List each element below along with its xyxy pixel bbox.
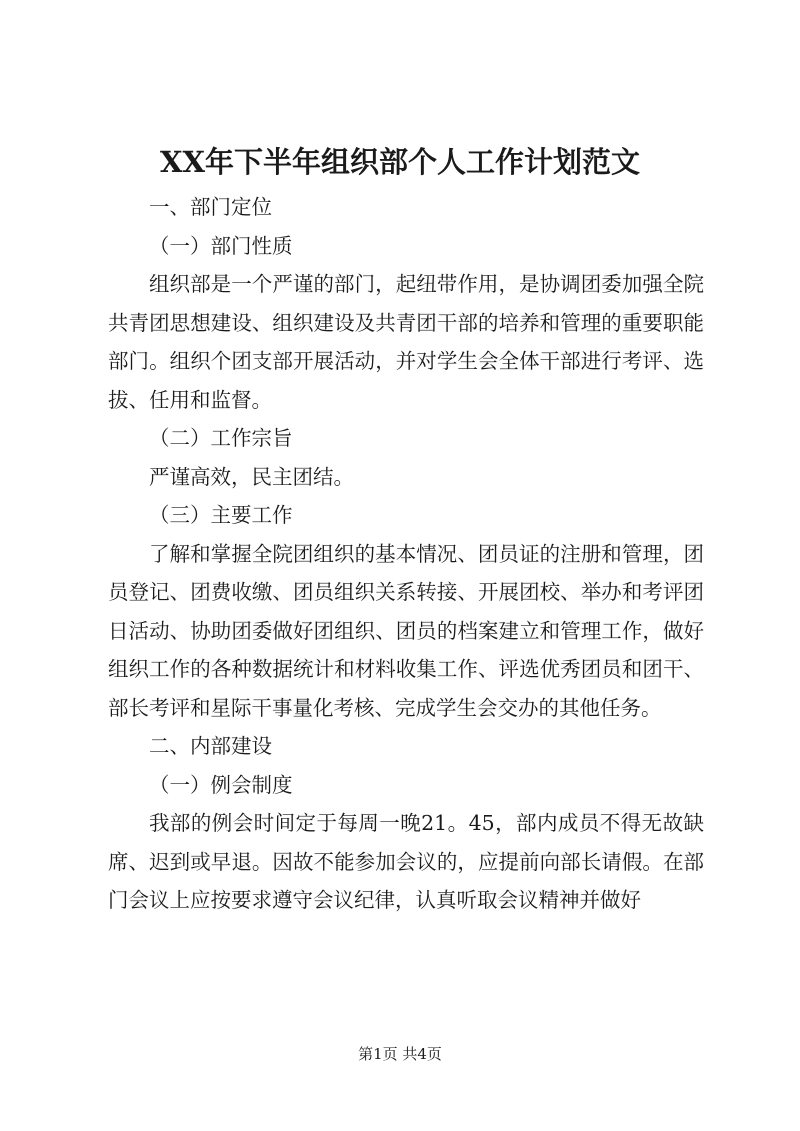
subsection-heading: （一）例会制度 [149,772,293,797]
paragraph: 我部的例会时间定于每周一晚21。45，部内成员不得无故缺席、迟到或早退。因故不能参加会议的，应提前向部长请假。在部门会议上应按要求遵守会议纪律，认真听取会议精神并做好 [108,811,704,912]
section-heading: 二、内部建设 [149,734,272,758]
paragraph: 组织部是一个严谨的部门，起纽带作用，是协调团委加强全院共青团思想建设、组织建设及共青团干部的培养和管理的重要职能部门。组织个团支部开展活动，并对学生会全体干部进行考评、选拔、任用和监督。 [108,272,704,412]
document-body [108,188,704,920]
section-heading: 一、部门定位 [149,195,272,219]
page-footer: 第1页 共4页 [358,1045,442,1063]
subsection-heading: （三）主要工作 [149,503,293,527]
page-title: XX年下半年组织部个人工作计划范文 [159,145,640,179]
subsection-heading: （一）部门性质 [149,233,293,258]
paragraph: 了解和掌握全院团组织的基本情况、团员证的注册和管理，团员登记、团费收缴、团员组织关系转接、开展团校、举办和考评团日活动、协助团委做好团组织、团员的档案建立和管理工作，做好组织工作的各种数据统计和材料收集工作、评选优秀团员和团干、部长考评和星际干事量化考核、完成学生会交办的其他任务。 [108,541,704,720]
subsection-heading: （二）工作宗旨 [149,426,293,450]
paragraph: 严谨高效，民主团结。 [149,464,354,489]
